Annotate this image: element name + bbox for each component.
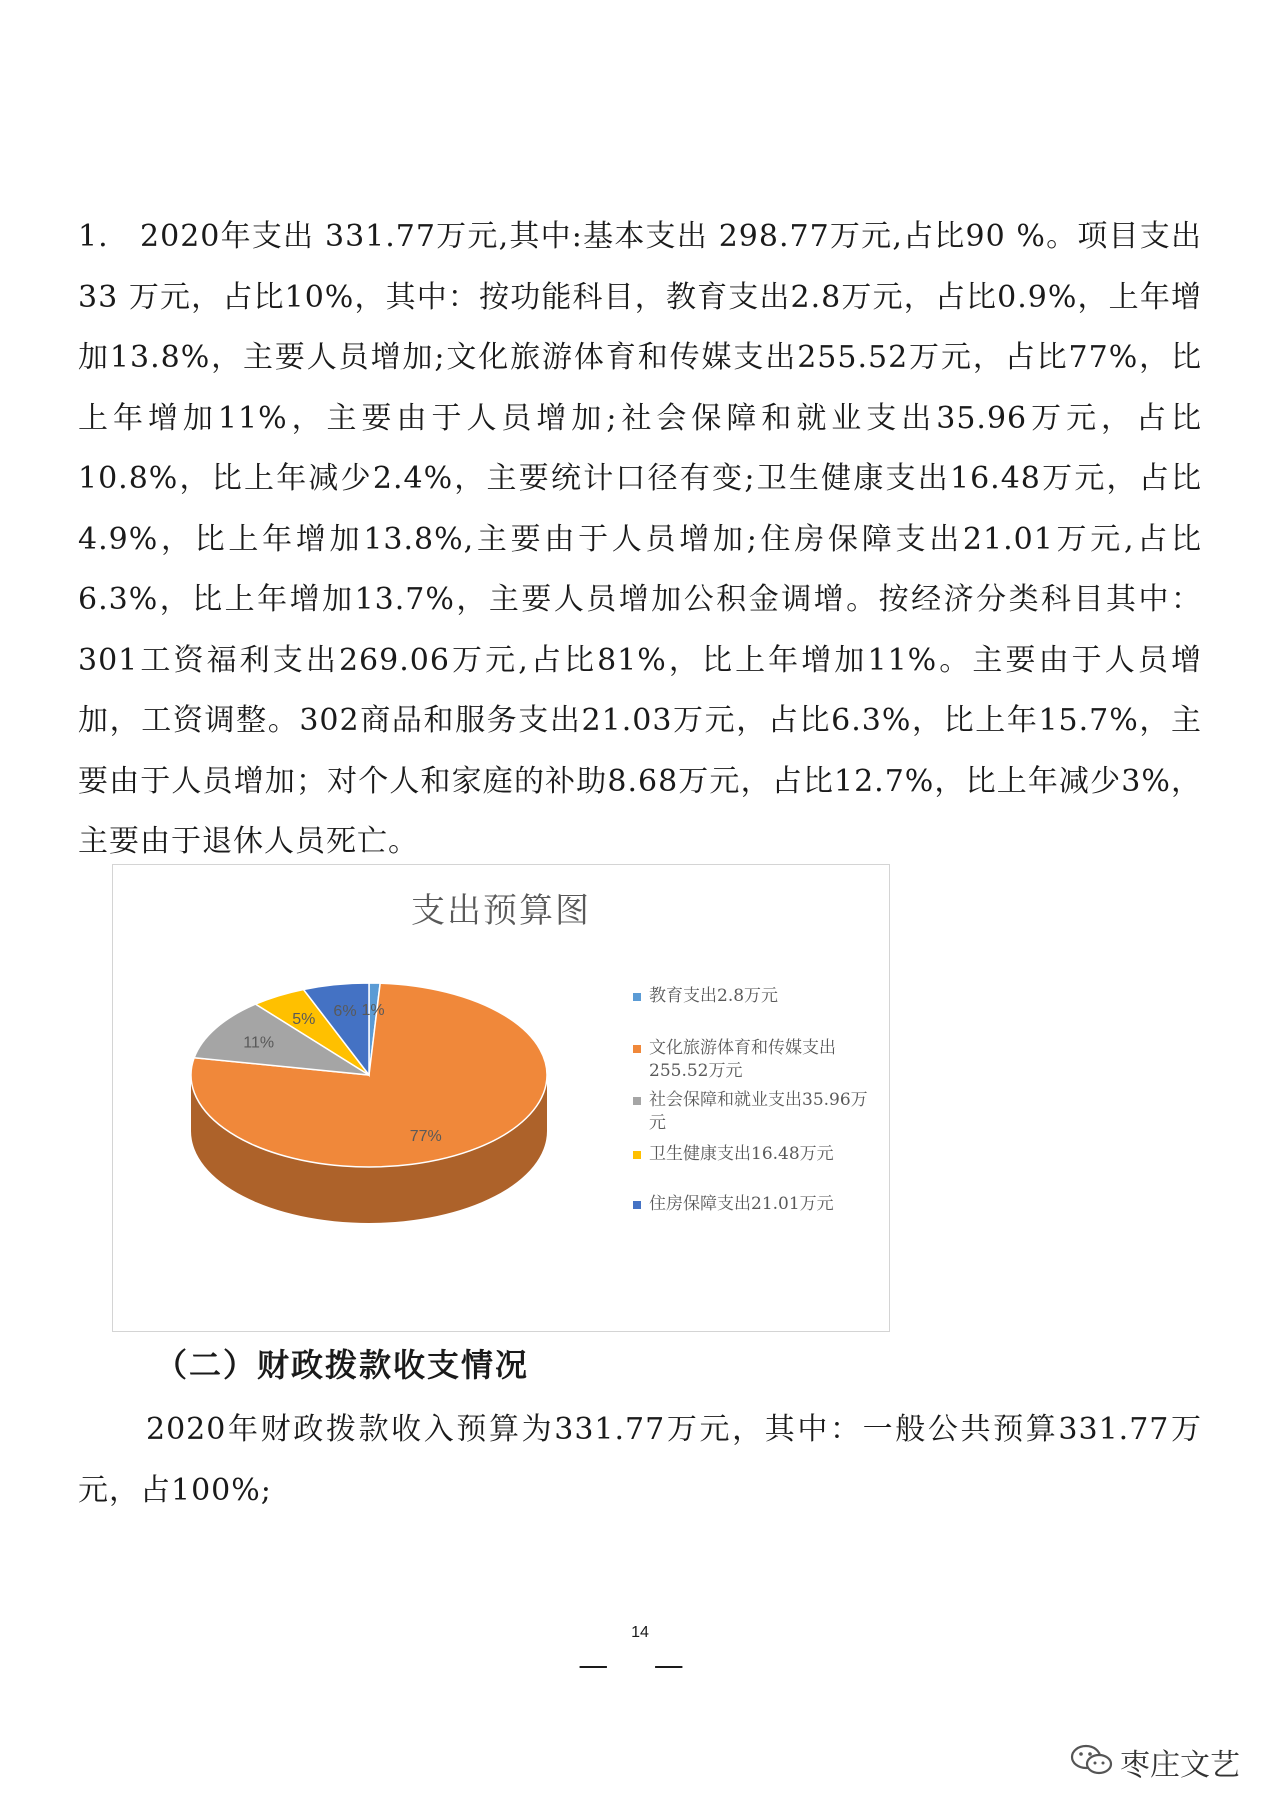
page-number: 14 — [631, 1624, 649, 1641]
watermark-text: 枣庄文艺 — [1120, 1748, 1240, 1783]
legend-swatch — [633, 1045, 641, 1053]
legend-item-3 — [633, 1143, 883, 1166]
legend-label: 住房保障支出21.01万元 — [649, 1194, 834, 1214]
legend-swatch — [633, 993, 641, 1001]
legend-label: 教育支出2.8万元 — [649, 986, 779, 1006]
legend-swatch — [633, 1097, 641, 1105]
legend-label: 卫生健康支出16.48万元 — [649, 1144, 834, 1164]
legend-swatch — [633, 1151, 641, 1159]
section-heading: （二）财政拨款收支情况 — [155, 1346, 530, 1384]
pie-label-4: 6% — [333, 1002, 357, 1020]
pie-label-3: 5% — [292, 1010, 316, 1028]
chart-title: 支出预算图 — [411, 891, 591, 931]
body-paragraph-2 — [78, 1400, 1202, 1521]
legend-item-4 — [633, 1193, 883, 1216]
legend-item-1 — [633, 1037, 883, 1083]
pie-label-2: 11% — [243, 1034, 275, 1052]
legend-item-2 — [633, 1089, 883, 1135]
body-paragraph-2-text: 2020年财政拨款收入预算为331.77万元，其中：一般公共预算331.77万元，占100%; — [78, 1412, 1202, 1508]
pie-label-0: 1% — [361, 1001, 385, 1019]
body-paragraph-1: 1. 2020年支出 331.77万元,其中:基本支出 298.77万元,占比90 %。项目支出33 万元，占比10%，其中：按功能科目，教育支出2.8万元，占比0.9%，上年增加13.8%，主要人员增加;文化旅游体育和传媒支出255.52万元，占比77%，比上年增加11%，主要由于人员增加;社会保障和就业支出35.96万元，占比10.8%，比上年减少2.4%，主要统计口径有变;卫生健康支出16.48万元，占比4.9%，比上年增加13.8%,主要由于人员增加;住房保障支出21.01万元,占比6.3%，比上年增加13.7%，主要人员增加公积金调增。按经济分类科目其中：301工资福利支出269.06万元,占比81%，比上年增加11%。主要由于人员增加，工资调整。302商品和服务支出21.03万元，占比6.3%，比上年15.7%，主要由于人员增加；对个人和家庭的补助8.68万元，占比12.7%，比上年减少3%，主要由于退休人员死亡。 — [78, 219, 1202, 859]
legend-item-0 — [633, 985, 883, 1008]
wechat-icon — [1070, 1744, 1114, 1776]
chart-frame — [112, 864, 890, 1332]
legend-swatch — [633, 1201, 641, 1209]
legend-label: 文化旅游体育和传媒支出255.52万元 — [649, 1038, 836, 1081]
pie-label-1: 77% — [409, 1127, 442, 1145]
page-number-dashes: — — — [578, 1648, 702, 1683]
legend-label: 社会保障和就业支出35.96万元 — [649, 1090, 868, 1133]
